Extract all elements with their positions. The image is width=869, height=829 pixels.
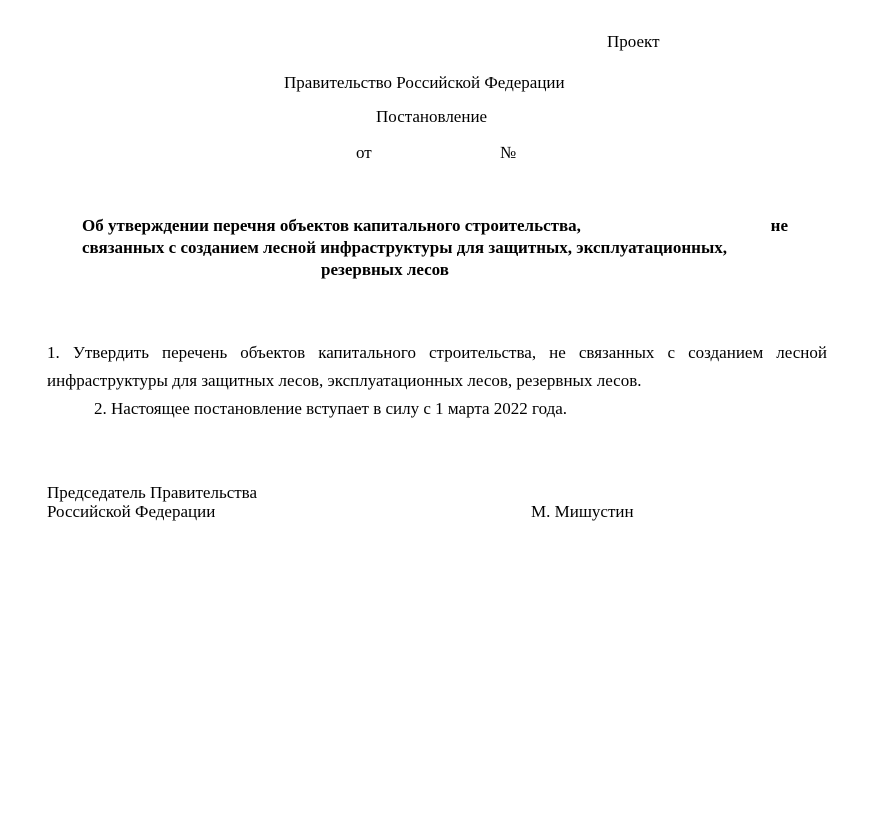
signatory-role-line-1: Председатель Правительства bbox=[47, 483, 258, 502]
date-label: от bbox=[356, 143, 372, 162]
document-title-line-1 bbox=[82, 217, 788, 234]
item-2: 2. Настоящее постановление вступает в силу с 1 марта 2022 года. bbox=[94, 399, 568, 418]
signatory-name: М. Мишустин bbox=[531, 502, 634, 521]
signatory-role-line-2: Российской Федерации bbox=[47, 502, 216, 521]
document-title-line-2: связанных с созданием лесной инфраструктуры для защитных, эксплуатационных, bbox=[82, 238, 727, 257]
document-title-line-3: резервных лесов bbox=[321, 260, 449, 279]
title-line-1-text: Об утверждении перечня объектов капитального строительства, bbox=[82, 216, 581, 235]
item-1-line-2: инфраструктуры для защитных лесов, эксплуатационных лесов, резервных лесов. bbox=[47, 371, 642, 390]
document-type: Постановление bbox=[376, 107, 488, 126]
draft-stamp: Проект bbox=[607, 32, 660, 51]
issuing-authority: Правительство Российской Федерации bbox=[284, 73, 565, 92]
title-line-1-end: не bbox=[770, 216, 788, 235]
number-label: № bbox=[500, 143, 517, 162]
item-1-line-1: 1. Утвердить перечень объектов капитального строительства, не связанных с созданием лесной bbox=[47, 343, 827, 362]
